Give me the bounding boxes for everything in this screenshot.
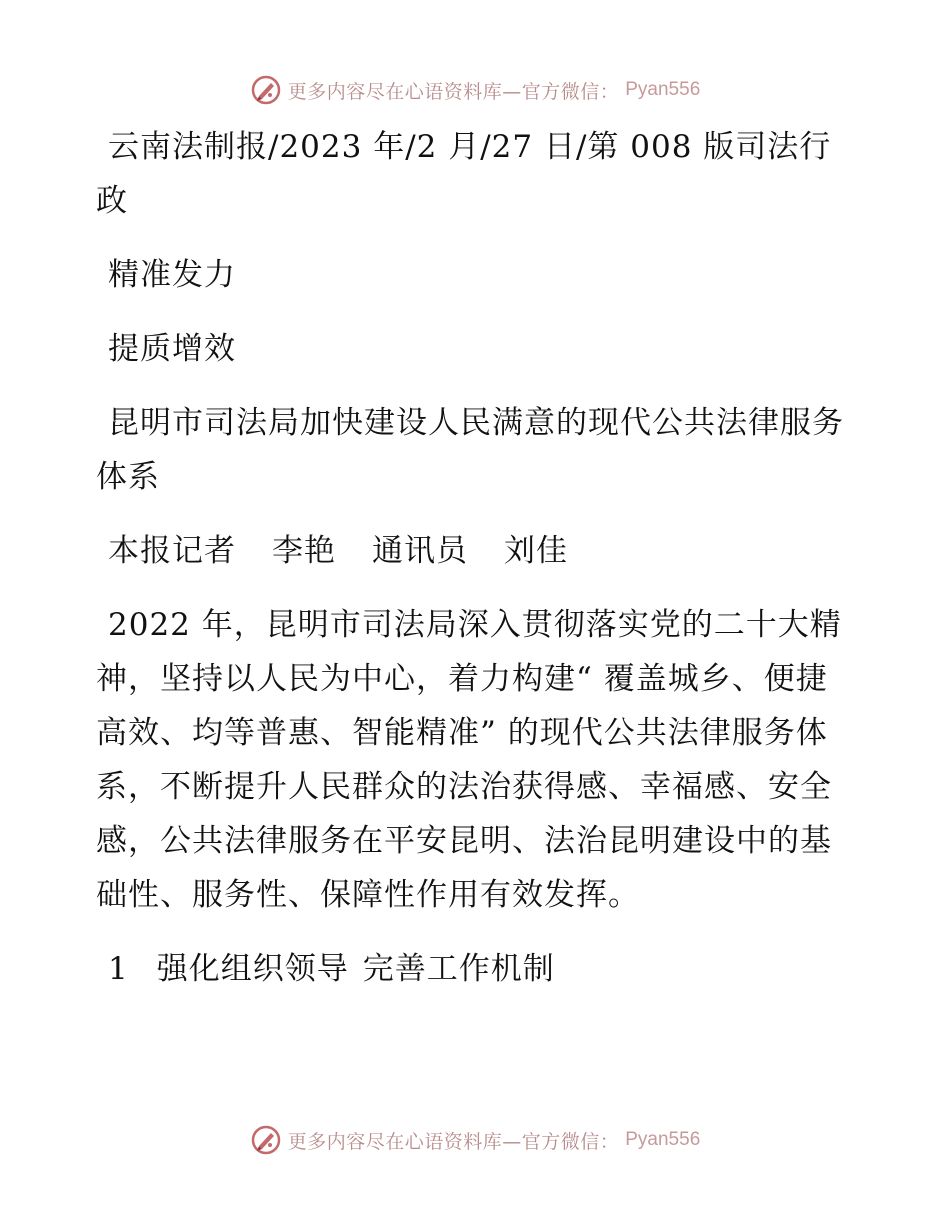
watermark-top bbox=[0, 70, 950, 110]
watermark-handle: Pyan556 bbox=[625, 1129, 701, 1150]
body-paragraph: 2022 年，昆明市司法局深入贯彻落实党的二十大精神，坚持以人民为中心，着力构建“ 覆盖城乡、便捷高效、均等普惠、智能精准” 的现代公共法律服务体系，不断提升人民群众的法治获得感、幸福感、安全感，公共法律服务在平安昆明、法治昆明建设中的基础性、服务性、保障性作用有效发挥。 bbox=[96, 607, 842, 913]
correspondent-label: 通讯员 bbox=[372, 533, 468, 569]
watermark-text: 更多内容尽在心语资料库—官方微信： bbox=[287, 80, 620, 103]
section-heading bbox=[96, 942, 856, 996]
reporter-label: 本报记者 bbox=[108, 533, 236, 569]
article-title: 昆明市司法局加快建设人民满意的现代公共法律服务体系 bbox=[96, 405, 844, 495]
reporter-name: 李艳 bbox=[272, 533, 336, 569]
source-line: 云南法制报/2023 年/2 月/27 日/第 008 版司法行政 bbox=[96, 129, 832, 219]
watermark-text: 更多内容尽在心语资料库—官方微信： bbox=[287, 1130, 620, 1153]
pen-logo-icon bbox=[250, 74, 282, 106]
section-heading-part-2: 完善工作机制 bbox=[362, 951, 555, 987]
watermark-bottom bbox=[0, 1120, 950, 1160]
headline-1: 精准发力 bbox=[108, 257, 236, 293]
pen-logo-icon bbox=[250, 1124, 282, 1156]
correspondent-name: 刘佳 bbox=[504, 533, 568, 569]
document-body bbox=[96, 120, 856, 1016]
byline bbox=[96, 524, 856, 578]
watermark-handle: Pyan556 bbox=[625, 79, 701, 100]
headline-2: 提质增效 bbox=[108, 331, 236, 367]
section-heading-part-1: 强化组织领导 bbox=[156, 951, 349, 987]
section-number: 1 bbox=[108, 951, 129, 987]
